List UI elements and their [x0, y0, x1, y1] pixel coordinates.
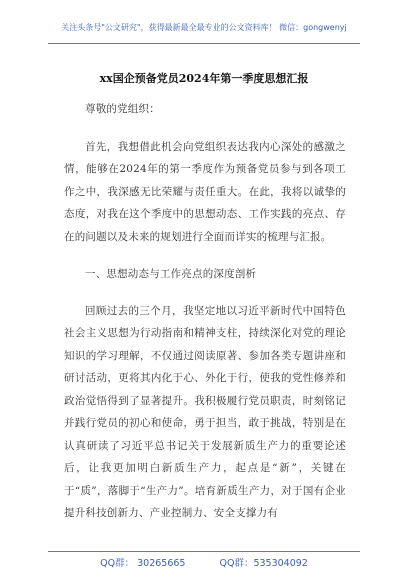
footer-qq-group-1: QQ群： 30265665 — [100, 558, 186, 569]
salutation: 尊敬的党组织： — [85, 103, 160, 115]
footer-contact — [0, 555, 408, 569]
section-paragraph: 回顾过去的三个月，我坚定地以习近平新时代中国特色社会主义思想为行动指南和精神支柱，持续深化对党的理论知识的学习理解，不仅通过阅读原著、参加各类专题讲座和研讨活动，更将其内化于心、外化于行，使我的党性修养和政治觉悟得到了显著提升。我积极履行党员职责，时刻铭记并践行党员的初心和使命，勇于担当，敢于挑战，特别是在认真研读了习近平总书记关于发展新质生产力的重要论述后，让我更加明白新质生产力，起点是“新”，关键在于“质”，落脚于“生产力”。培育新质生产力，对于国有企业提升科技创新力、产业控制力、安全支撑力有 — [64, 304, 346, 519]
document-body — [64, 98, 346, 525]
footer-divider — [48, 551, 360, 552]
footer-qq-group-2: QQ群：535304092 — [219, 558, 308, 569]
body-paragraph: 首先，我想借此机会向党组织表达我内心深处的感激之情，能够在2024年的第一季度作为预备党员参与到各项工作之中，我深感无比荣耀与责任重大。在此，我将以诚挚的态度，对我在这个季度中的思想动态、工作实践的亮点、存在的问题以及未来的规划进行全面而详实的梳理与汇报。 — [64, 140, 346, 243]
section-heading: 一、思想动态与工作亮点的深度剖析 — [85, 268, 257, 280]
header-divider — [48, 43, 360, 44]
header-promo-text: 关注头条号"公文研究"，获得最新最全最专业的公文资料库！ 微信：gongwenyj — [61, 23, 347, 32]
document-title: xx国企预备党员2024年第一季度思想汇报 — [99, 72, 309, 85]
